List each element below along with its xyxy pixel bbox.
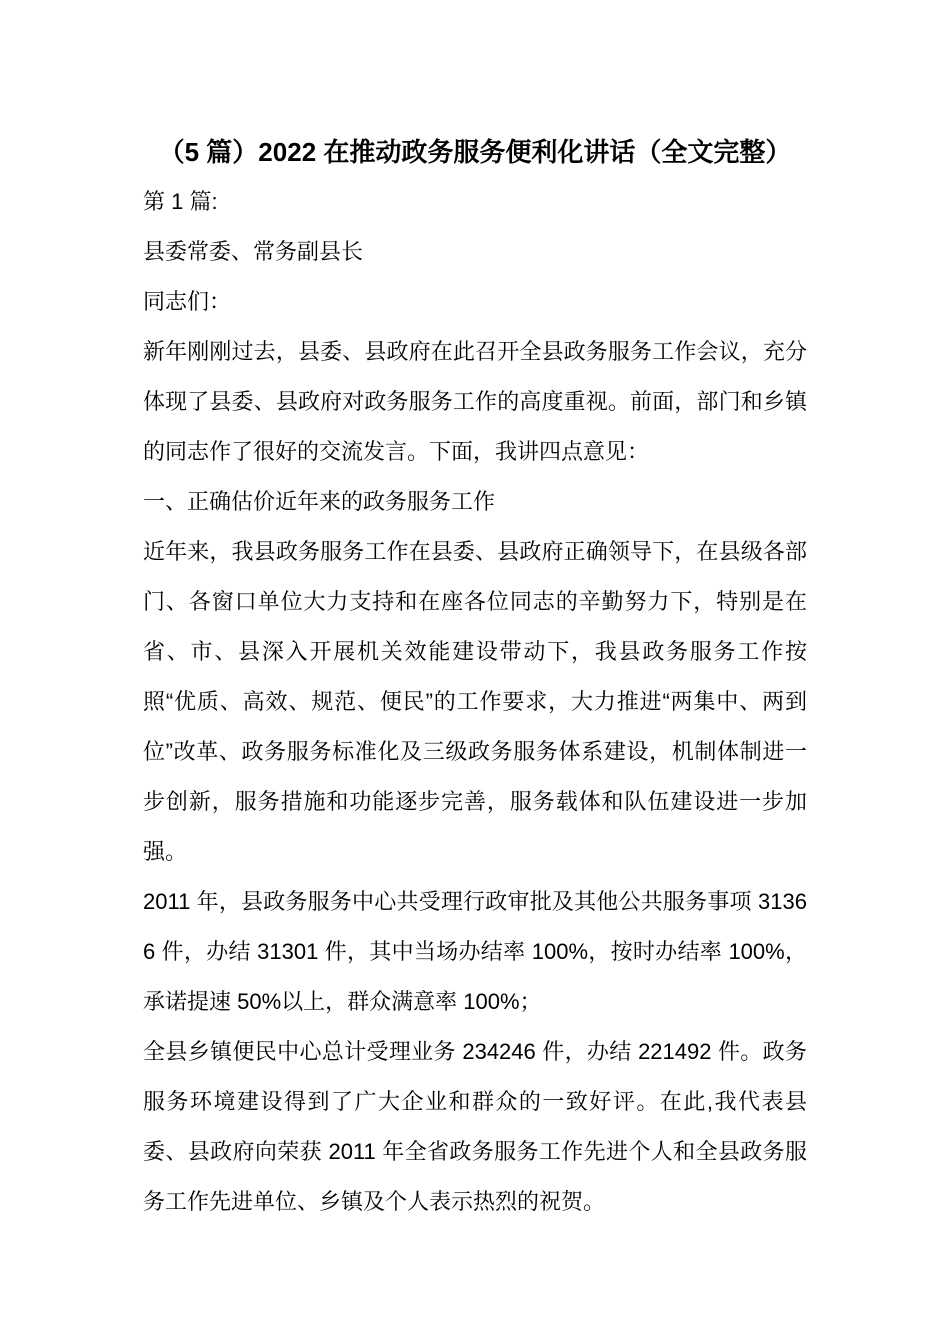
paragraph-review: 近年来，我县政务服务工作在县委、县政府正确领导下，在县级各部门、各窗口单位大力支持和在座各位同志的辛勤努力下，特别是在省、市、县深入开展机关效能建设带动下，我县政务服务工作按照“优质、高效、规范、便民”的工作要求，大力推进“两集中、两到位”改革、政务服务标准化及三级政务服务体系建设，机制体制进一步创新，服务措施和功能逐步完善，服务载体和队伍建设进一步加强。	[143, 539, 807, 864]
paragraph-section-heading: 一、正确估价近年来的政务服务工作	[143, 489, 496, 514]
paragraph-salutation: 同志们：	[143, 289, 232, 314]
paragraph-statistics-townships: 全县乡镇便民中心总计受理业务 234246 件，办结 221492 件。政务服务环境建设得到了广大企业和群众的一致好评。在此,我代表县委、县政府向荣获 2011 年全省政务服务工作先进个人和全县政务服务工作先进单位、乡镇及个人表示热烈的祝贺。	[143, 1039, 807, 1214]
paragraph-intro: 新年刚刚过去，县委、县政府在此召开全县政务服务工作会议，充分体现了县委、县政府对政务服务工作的高度重视。前面，部门和乡镇的同志作了很好的交流发言。下面，我讲四点意见：	[143, 339, 807, 464]
paragraph-speaker-role: 县委常委、常务副县长	[143, 239, 364, 264]
document-title: （5 篇）2022 在推动政务服务便利化讲话（全文完整）	[158, 137, 792, 167]
document-body	[143, 127, 807, 1227]
paragraph-section-label: 第 1 篇:	[143, 189, 218, 214]
paragraph-statistics-county-center: 2011 年，县政务服务中心共受理行政审批及其他公共服务事项 31366 件，办结 31301 件，其中当场办结率 100%，按时办结率 100%，承诺提速 50%以上，群众满意率 100%；	[143, 889, 807, 1014]
